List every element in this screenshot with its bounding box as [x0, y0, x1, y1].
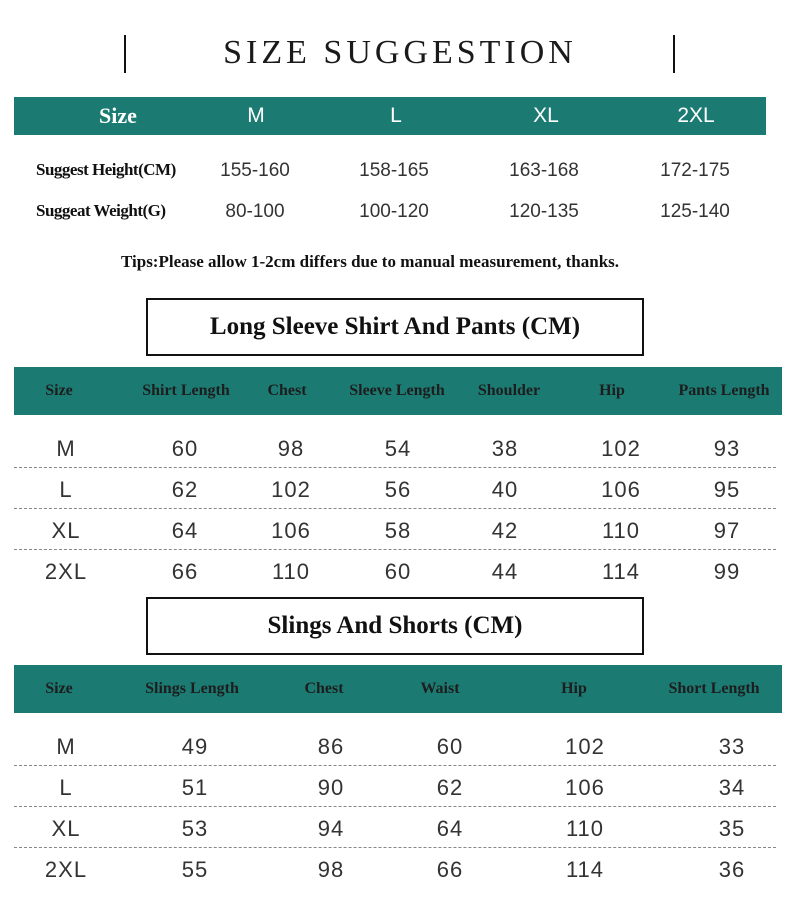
shorts-col-slings-length: Slings Length: [145, 680, 239, 697]
shorts-value-cell: 98: [317, 857, 345, 882]
shirt-size-cell: L: [59, 477, 73, 502]
shorts-value-cell: 60: [436, 734, 464, 759]
height-value-xl: 163-168: [509, 160, 579, 181]
shirt-value-cell: 58: [384, 518, 412, 543]
shirt-value-cell: 106: [601, 477, 641, 502]
shirt-col-pants-length: Pants Length: [678, 382, 770, 399]
shorts-value-cell: 33: [718, 734, 746, 759]
shirt-value-cell: 64: [171, 518, 199, 543]
shorts-value-cell: 94: [317, 816, 345, 841]
shirt-col-shirt-length: Shirt Length: [142, 382, 230, 399]
shorts-size-cell: L: [59, 775, 73, 800]
shirt-col-shoulder: Shoulder: [477, 382, 541, 399]
shorts-col-hip: Hip: [561, 680, 587, 697]
shirt-size-cell: XL: [51, 518, 81, 543]
suggestion-header-band: [14, 97, 766, 135]
shorts-value-cell: 114: [565, 857, 605, 882]
shorts-value-cell: 55: [181, 857, 209, 882]
shorts-size-cell: XL: [51, 816, 81, 841]
shorts-value-cell: 86: [317, 734, 345, 759]
row-divider: [14, 765, 776, 766]
shorts-value-cell: 62: [436, 775, 464, 800]
shorts-value-cell: 110: [565, 816, 605, 841]
shirt-value-cell: 38: [491, 436, 519, 461]
shirt-header-band: [14, 367, 782, 415]
shorts-value-cell: 66: [436, 857, 464, 882]
suggestion-header-l: L: [390, 104, 402, 127]
shirt-value-cell: 40: [491, 477, 519, 502]
shirt-value-cell: 95: [713, 477, 741, 502]
shirt-col-sleeve-length: Sleeve Length: [349, 382, 445, 399]
shirt-col-hip: Hip: [599, 382, 625, 399]
height-row-label: Suggest Height(CM): [36, 160, 176, 179]
shirt-table-title: Long Sleeve Shirt And Pants (CM): [146, 298, 644, 356]
shorts-table-title: Slings And Shorts (CM): [146, 597, 644, 655]
row-divider: [14, 467, 776, 468]
shorts-col-chest: Chest: [304, 680, 344, 697]
shorts-value-cell: 49: [181, 734, 209, 759]
shorts-col-short-length: Short Length: [668, 680, 760, 697]
shirt-value-cell: 99: [713, 559, 741, 584]
shorts-col-waist: Waist: [420, 680, 460, 697]
weight-value-l: 100-120: [359, 201, 429, 222]
shorts-col-size: Size: [45, 680, 73, 697]
shorts-value-cell: 35: [718, 816, 746, 841]
row-divider: [14, 549, 776, 550]
shirt-value-cell: 42: [491, 518, 519, 543]
tips-note: Tips:Please allow 1-2cm differs due to manual measurement, thanks.: [120, 252, 620, 271]
suggestion-header-xl: XL: [533, 104, 559, 127]
shorts-value-cell: 90: [317, 775, 345, 800]
row-divider: [14, 508, 776, 509]
shorts-value-cell: 53: [181, 816, 209, 841]
shorts-value-cell: 51: [181, 775, 209, 800]
shirt-value-cell: 54: [384, 436, 412, 461]
weight-value-2xl: 125-140: [660, 201, 730, 222]
shirt-value-cell: 110: [271, 559, 311, 584]
shorts-value-cell: 34: [718, 775, 746, 800]
shirt-col-size: Size: [45, 382, 73, 399]
shirt-value-cell: 102: [601, 436, 641, 461]
suggestion-header-2xl: 2XL: [677, 104, 715, 127]
shirt-value-cell: 98: [277, 436, 305, 461]
row-divider: [14, 847, 776, 848]
shirt-value-cell: 60: [384, 559, 412, 584]
shirt-value-cell: 114: [601, 559, 641, 584]
weight-row-label: Suggeat Weight(G): [36, 201, 166, 220]
row-divider: [14, 806, 776, 807]
height-value-2xl: 172-175: [660, 160, 730, 181]
shorts-value-cell: 106: [565, 775, 605, 800]
shirt-value-cell: 66: [171, 559, 199, 584]
shorts-value-cell: 102: [565, 734, 605, 759]
shorts-size-cell: 2XL: [44, 857, 88, 882]
height-value-m: 155-160: [220, 160, 290, 181]
shirt-value-cell: 93: [713, 436, 741, 461]
height-value-l: 158-165: [359, 160, 429, 181]
shirt-value-cell: 60: [171, 436, 199, 461]
shirt-value-cell: 97: [713, 518, 741, 543]
title-right-divider: [673, 35, 675, 73]
shorts-size-cell: M: [56, 734, 76, 759]
shorts-value-cell: 36: [718, 857, 746, 882]
weight-value-xl: 120-135: [509, 201, 579, 222]
suggestion-header-size: Size: [99, 103, 137, 128]
shirt-value-cell: 56: [384, 477, 412, 502]
suggestion-header-m: M: [247, 104, 265, 127]
shirt-value-cell: 110: [601, 518, 641, 543]
shirt-size-cell: 2XL: [44, 559, 88, 584]
shirt-value-cell: 62: [171, 477, 199, 502]
shirt-value-cell: 106: [271, 518, 311, 543]
shirt-col-chest: Chest: [267, 382, 307, 399]
shorts-header-band: [14, 665, 782, 713]
shirt-value-cell: 102: [271, 477, 311, 502]
shorts-value-cell: 64: [436, 816, 464, 841]
shirt-size-cell: M: [56, 436, 76, 461]
weight-value-m: 80-100: [225, 201, 285, 222]
page-title: SIZE SUGGESTION: [223, 34, 577, 71]
shirt-value-cell: 44: [491, 559, 519, 584]
